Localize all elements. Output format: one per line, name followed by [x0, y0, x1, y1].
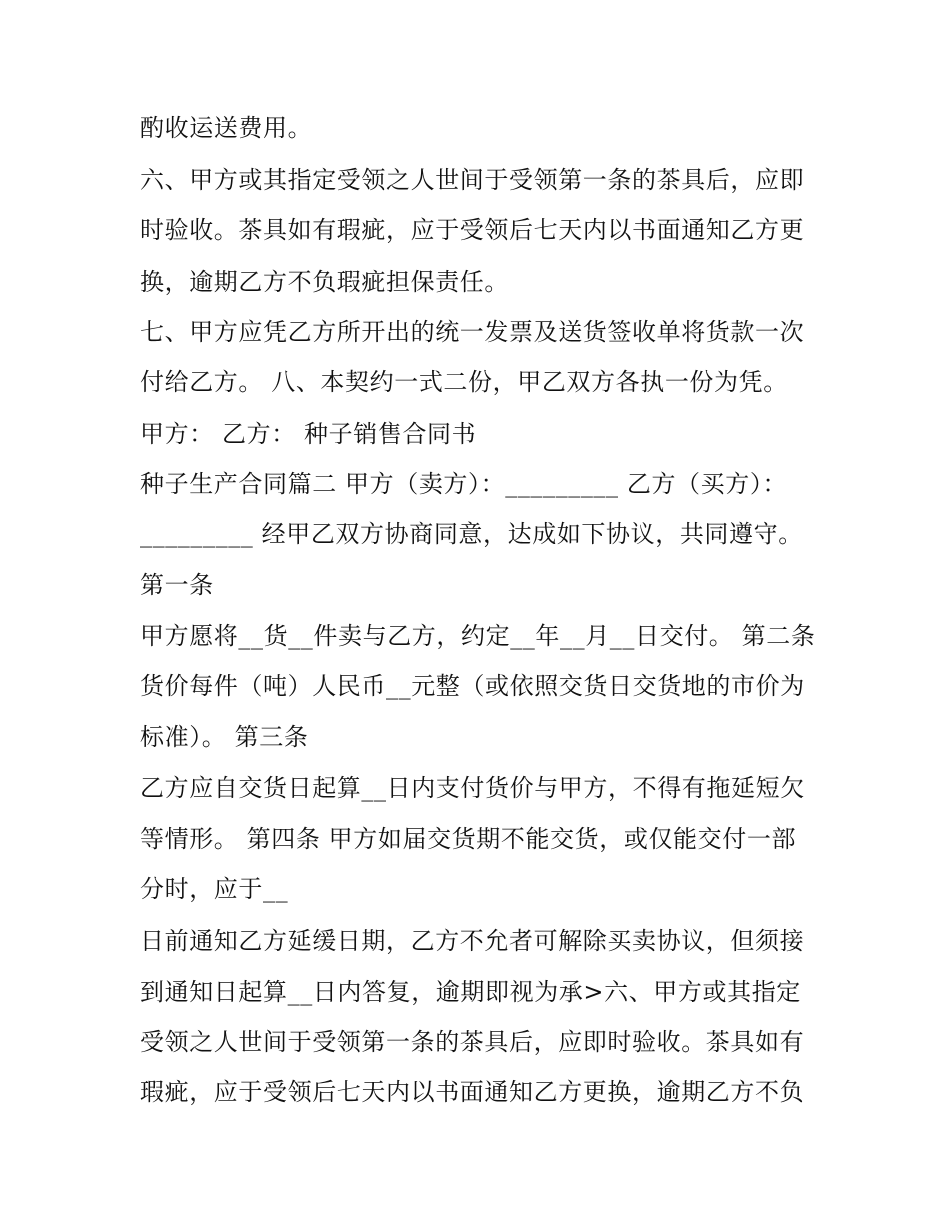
text-line: 标准）。 第三条: [140, 723, 309, 751]
text-line: 日前通知乙方延缓日期，乙方不允者可解除买卖协议，但须接: [140, 927, 805, 955]
text-line: 分时，应于__: [140, 875, 289, 903]
text-line: 六、甲方或其指定受领之人世间于受领第一条的茶具后，应即: [140, 166, 805, 194]
text-line: _________ 经甲乙双方协商同意，达成如下协议，共同遵守。: [140, 520, 803, 548]
text-line: 受领之人世间于受领第一条的茶具后，应即时验收。茶具如有: [140, 1028, 805, 1056]
text-line: 甲方： 乙方： 种子销售合同书: [140, 420, 477, 448]
text-line: 到通知日起算__日内答复，逾期即视为承>六、甲方或其指定: [140, 978, 801, 1006]
text-line: 瑕疵，应于受领后七天内以书面通知乙方更换，逾期乙方不负: [140, 1078, 805, 1106]
text-line: 乙方应自交货日起算__日内支付货价与甲方，不得有拖延短欠: [140, 774, 805, 802]
text-line: 种子生产合同篇二 甲方（卖方）：_________ 乙方（买方）：: [140, 470, 788, 498]
text-line: 等情形。 第四条 甲方如届交货期不能交货，或仅能交付一部: [140, 825, 797, 853]
text-line: 货价每件（吨）人民币__元整（或依照交货日交货地的市价为: [140, 672, 805, 700]
text-line: 换，逾期乙方不负瑕疵担保责任。: [140, 268, 509, 296]
text-line: 付给乙方。 八、本契约一式二份，甲乙双方各执一份为凭。: [140, 368, 788, 396]
text-line: 甲方愿将__货__件卖与乙方，约定__年__月__日交付。 第二条: [140, 622, 816, 650]
text-line: 第一条: [140, 571, 214, 599]
text-line: 时验收。茶具如有瑕疵，应于受领后七天内以书面通知乙方更: [140, 216, 805, 244]
text-line: 酌收运送费用。: [140, 114, 313, 142]
text-line: 七、甲方应凭乙方所开出的统一发票及送货签收单将货款一次: [140, 318, 805, 346]
